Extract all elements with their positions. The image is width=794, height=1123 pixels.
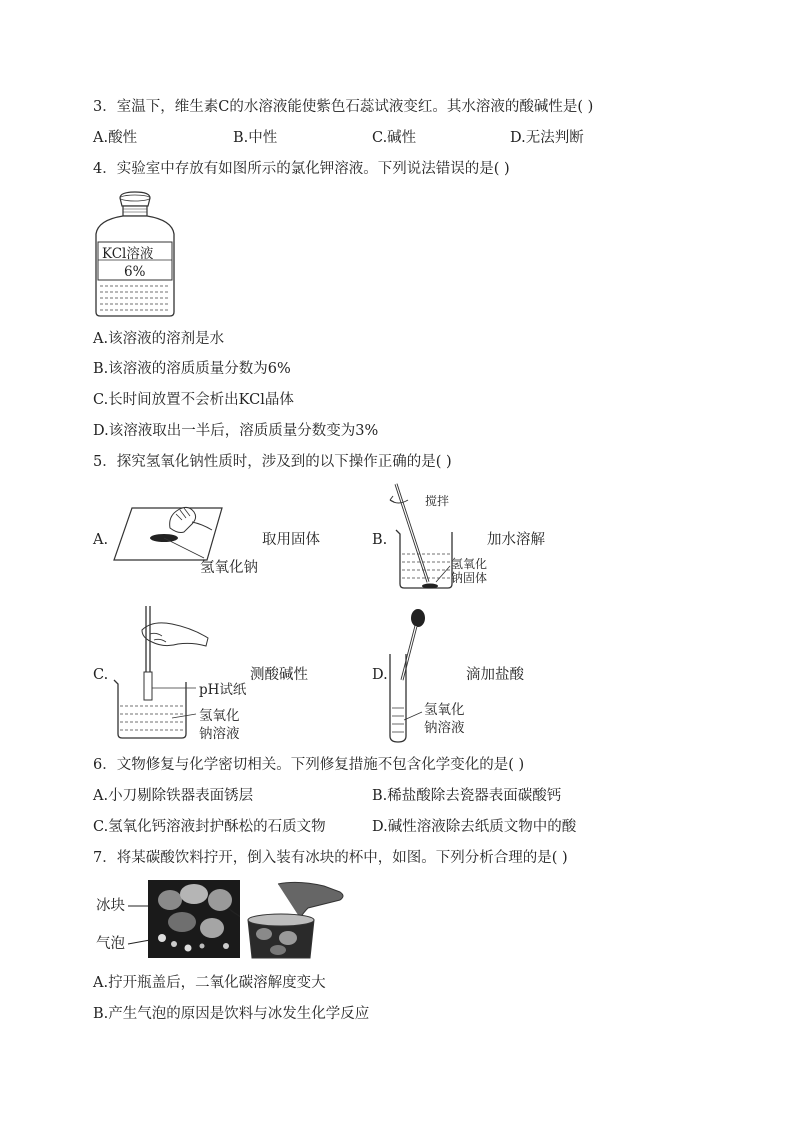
question-5-item-b-letter: B. xyxy=(372,532,388,548)
question-6-option-a: A.小刀剔除铁器表面锈层 xyxy=(93,788,254,804)
question-4-option-c: C.长时间放置不会析出KCl晶体 xyxy=(93,392,294,408)
question-7-stem: 7．将某碳酸饮料拧开，倒入装有冰块的杯中，如图。下列分析合理的是( ) xyxy=(93,850,568,866)
question-3-option-d: D.无法判断 xyxy=(510,130,584,146)
bottle-label-concentration: 6% xyxy=(124,264,146,280)
question-7-option-a: A.拧开瓶盖后，二氧化碳溶解度变大 xyxy=(93,975,326,991)
question-5-item-d-caption: 滴加盐酸 xyxy=(466,667,524,683)
question-5-item-c-caption: 测酸碱性 xyxy=(250,667,308,683)
ice-label: 冰块 xyxy=(96,898,125,914)
question-4-option-a: A.该溶液的溶剂是水 xyxy=(93,331,225,347)
question-4-option-b: B.该溶液的溶质质量分数为6% xyxy=(93,361,291,377)
question-3-option-b: B.中性 xyxy=(233,130,278,146)
question-5-stem: 5．探究氢氧化钠性质时，涉及到的以下操作正确的是( ) xyxy=(93,454,452,470)
bubble-label: 气泡 xyxy=(96,936,125,952)
question-6-option-c: C.氢氧化钙溶液封护酥松的石质文物 xyxy=(93,819,326,835)
question-3-option-a: A.酸性 xyxy=(93,130,138,146)
question-7-option-b: B.产生气泡的原因是饮料与冰发生化学反应 xyxy=(93,1006,370,1022)
question-6-stem: 6．文物修复与化学密切相关。下列修复措施不包含化学变化的是( ) xyxy=(93,757,525,773)
carbonated-drink-photo xyxy=(128,878,350,962)
question-5-item-b-label-2: 钠固体 xyxy=(451,571,488,585)
question-5-item-a-label: 氢氧化钠 xyxy=(200,560,258,576)
question-5-item-a-letter: A. xyxy=(93,532,109,548)
question-3-stem: 3．室温下，维生素C的水溶液能使紫色石蕊试液变红。其水溶液的酸碱性是( ) xyxy=(93,99,594,115)
question-5-item-d-letter: D. xyxy=(372,667,388,683)
question-5-item-b-caption: 加水溶解 xyxy=(487,532,545,548)
question-3-option-c: C.碱性 xyxy=(372,130,417,146)
question-5-item-c-label-2: 钠溶液 xyxy=(199,726,240,742)
question-4-option-d: D.该溶液取出一半后，溶质质量分数变为3% xyxy=(93,423,379,439)
question-5-item-d-label-2: 钠溶液 xyxy=(424,720,465,736)
question-5-item-d-label-1: 氢氧化 xyxy=(424,702,465,718)
question-4-stem: 4．实验室中存放有如图所示的氯化钾溶液。下列说法错误的是( ) xyxy=(93,161,510,177)
question-5-item-b-stir-label: 搅拌 xyxy=(425,494,450,508)
question-5-item-c-ph-label: pH试纸 xyxy=(199,682,247,698)
bottle-label-name: KCl溶液 xyxy=(102,246,154,262)
question-5-item-b-label-1: 氢氧化 xyxy=(451,557,488,571)
question-5-item-a-caption: 取用固体 xyxy=(262,532,320,548)
question-6-option-b: B.稀盐酸除去瓷器表面碳酸钙 xyxy=(372,788,562,804)
question-5-item-c-letter: C. xyxy=(93,667,109,683)
question-6-option-d: D.碱性溶液除去纸质文物中的酸 xyxy=(372,819,577,835)
question-5-item-c-label-1: 氢氧化 xyxy=(199,708,240,724)
